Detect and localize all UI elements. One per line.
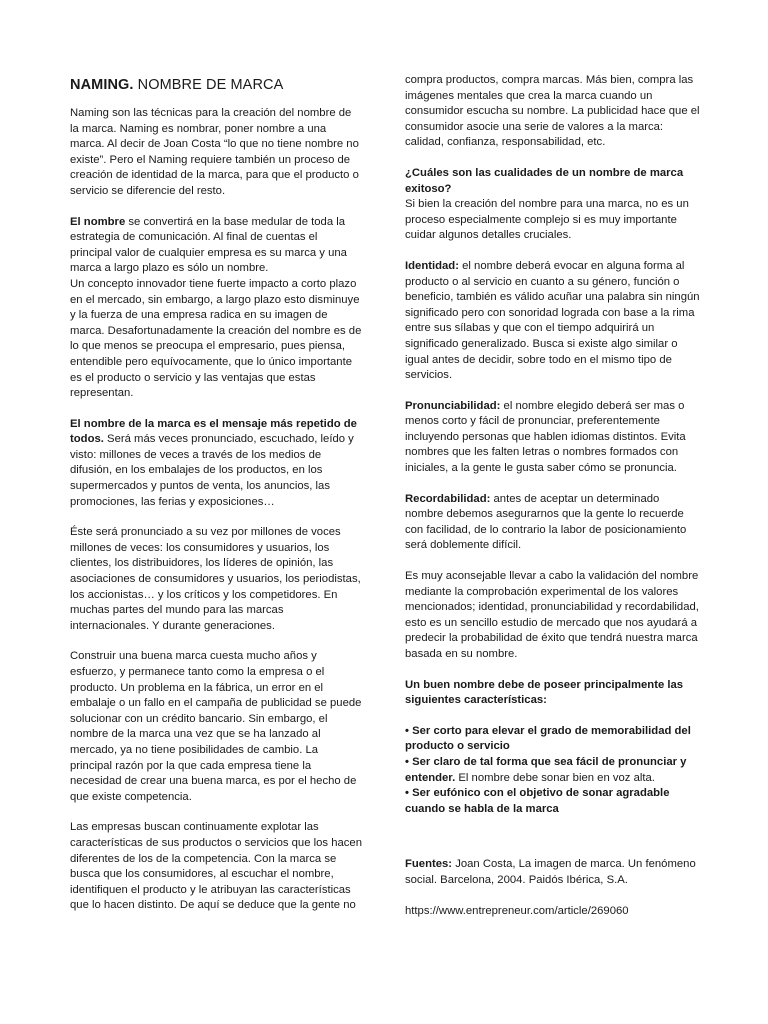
source-url[interactable]: https://www.entrepreneur.com/article/269060 xyxy=(405,904,629,917)
heading-cualidades: ¿Cuáles son las cualidades de un nombre de marca exitoso? xyxy=(405,166,684,195)
sources-label: Fuentes: xyxy=(405,858,453,871)
heading-caracteristicas: Un buen nombre debe de poseer principalmente las siguientes características: xyxy=(405,678,684,707)
paragraph-pronunciabilidad-bold: Pronunciabilidad: xyxy=(405,399,501,412)
paragraph-recordabilidad-bold: Recordabilidad: xyxy=(405,492,491,505)
bullet-claro-bold: • Ser claro de tal forma que sea fácil de pronunciar y entender. xyxy=(405,755,687,784)
paragraph-pronunciabilidad xyxy=(405,399,700,477)
paragraph-el-nombre-text: se convertirá en la base medular de toda la estrategia de comunicación. Al final de cuentas el principal valor de cualquier empresa es su marca y una marca a largo plazo es sólo un nombre. xyxy=(70,215,347,275)
paragraph-construir: Construir una buena marca cuesta mucho años y esfuerzo, y permanece tanto como la empresa o el producto. Un problema en la fábrica, un error en el embalaje o un fallo en el campaña de publicidad se puede solucionar con un crédito bancario. Sin embargo, el nombre de la marca una vez que se ha lanzado al mercado, ya no tiene posibilidades de cambio. La principal razón por la que cada empresa tiene la necesidad de crear una buena marca, es por el hecho de que existe competencia. xyxy=(70,650,362,803)
page-title xyxy=(70,76,362,94)
paragraph-voces: Éste será pronunciado a su vez por millones de voces millones de veces: los consumidores y usuarios, los clientes, los distribuidores, los líderes de opinión, las asociaciones de consumidores y usuarios, los periodistas, los accionistas… y los críticos y los competidores. En muchas partes del mundo para las marcas internacionales. Y durante generaciones. xyxy=(70,526,361,632)
paragraph-identidad-text: el nombre deberá evocar en alguna forma al producto o al servicio en cuanto a su género, función o beneficio, también es válido acuñar una palabra sin ningún significado pero con sonoridad lograda con base a la rima entre sus sílabas y que con el tiempo adquirirá un significado generalizado. Busca si existe algo similar o igual antes de decidir, sobre todo en el mismo tipo de servicios. xyxy=(405,259,700,382)
paragraph-mensaje xyxy=(70,417,362,511)
paragraph-recordabilidad xyxy=(405,492,700,554)
paragraph-el-nombre xyxy=(70,215,362,277)
left-column xyxy=(70,0,362,914)
paragraph-concepto: Un concepto innovador tiene fuerte impacto a corto plazo en el mercado, sin embargo, a largo plazo esto disminuye y la fuerza de una empresa radica en su imagen de marca. Desafortunadamente la creación del nombre es de lo que menos se preocupa el empresario, pues piensa, entendible pero equívocamente, que lo único importante es el producto o servicio y las ventajas que estas representan. xyxy=(70,277,362,400)
bullet-corto: • Ser corto para elevar el grado de memorabilidad del producto o servicio xyxy=(405,724,691,753)
paragraph-identidad xyxy=(405,259,700,384)
paragraph-pronunciabilidad-text: el nombre elegido deberá ser mas o menos corto y fácil de pronunciar, preferentemente incluyendo personas que hablen idiomas distintos. Evita nombres que les falten letras o nombres formados con iniciales, a la gente le gusta saber cómo se pronuncia. xyxy=(405,399,686,475)
paragraph-identidad-bold: Identidad: xyxy=(405,259,459,272)
paragraph-mensaje-text: Será más veces pronunciado, escuchado, leído y visto: millones de veces a través de los medios de difusión, en los embalajes de los productos, en los supermercados y puntos de venta, los anuncios, las promociones, las ferias y exposiciones… xyxy=(70,433,354,508)
paragraph-empresas: Las empresas buscan continuamente explotar las características de sus productos o servicios que los hacen diferentes de los de la competencia. Con la marca se busca que los consumidores, al escuchar el nombre, identifiquen el producto y le atribuyan las características que lo hacen distinto. De aquí se deduce que la gente no xyxy=(70,821,362,912)
paragraph-el-nombre-bold: El nombre xyxy=(70,215,126,228)
paragraph-validacion: Es muy aconsejable llevar a cabo la validación del nombre mediante la comprobación experimental de los valores mencionados; identidad, pronunciabilidad y recordabilidad, esto es un sencillo estudio de mercado que nos ayudará a predecir la probabilidad de éxito que tendrá nuestra marca basada en su nombre. xyxy=(405,570,699,660)
bullet-claro xyxy=(405,755,700,786)
bullet-claro-text: El nombre debe sonar bien en voz alta. xyxy=(455,771,655,784)
sources-text: Joan Costa, La imagen de marca. Un fenómeno social. Barcelona, 2004. Paidós Ibérica, S.A. xyxy=(405,858,696,886)
sources xyxy=(405,857,700,888)
title-bold: NAMING. xyxy=(70,77,134,93)
paragraph-si-bien: Si bien la creación del nombre para una marca, no es un proceso especialmente complejo si es muy importante cuidar algunos detalles cruciales. xyxy=(405,198,689,242)
right-column xyxy=(405,0,700,919)
bullet-eufonico: • Ser eufónico con el objetivo de sonar agradable cuando se habla de la marca xyxy=(405,787,670,815)
paragraph-recordabilidad-text: antes de aceptar un determinado nombre debemos asegurarnos que la gente lo recuerde con facilidad, de lo contrario la labor de posicionamiento será doblemente difícil. xyxy=(405,492,687,552)
paragraph-compra: compra productos, compra marcas. Más bien, compra las imágenes mentales que crea la marca cuando un consumidor escucha su nombre. La publicidad hace que el consumidor asocie una serie de valores a la marca: calidad, confianza, responsabilidad, etc. xyxy=(405,74,700,149)
paragraph-mensaje-bold: El nombre de la marca es el mensaje más repetido de todos. xyxy=(70,417,357,446)
paragraph-intro: Naming son las técnicas para la creación del nombre de la marca. Naming es nombrar, poner nombre a una marca. Al decir de Joan Costa “lo que no tiene nombre no existe”. Pero el Naming requiere también un proceso de creación de identidad de la marca, para que el producto o servicio se diferencie del resto. xyxy=(70,107,359,197)
title-rest: NOMBRE DE MARCA xyxy=(133,77,284,93)
